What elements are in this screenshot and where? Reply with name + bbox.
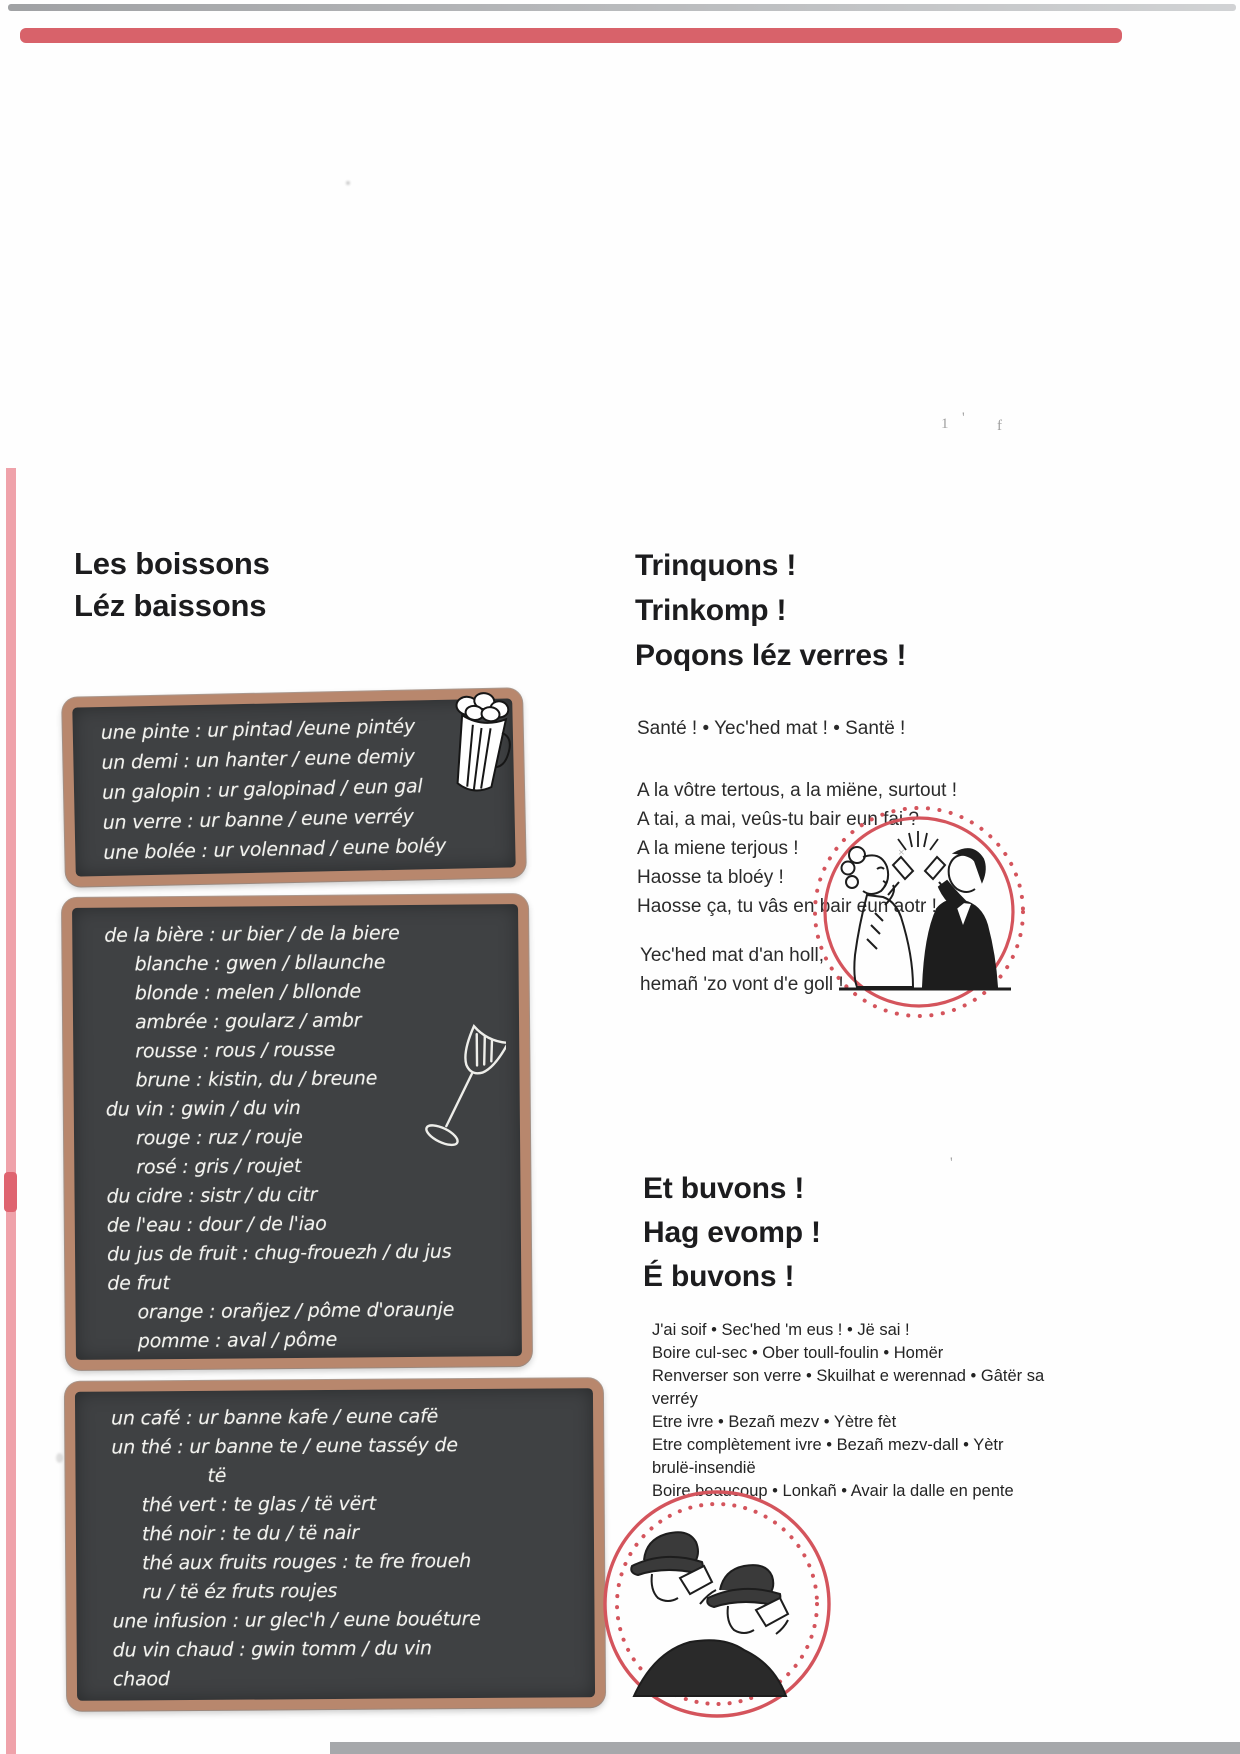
scan-speck (346, 181, 350, 185)
board-line: thé noir : te du / të nair (141, 1521, 359, 1546)
phrase-line: Boire beaucoup • Lonkañ • Avair la dalle en pente (652, 1482, 1014, 1500)
heading-line: Trinquons ! (635, 549, 797, 582)
phrase-line: Etre ivre • Bezañ mezv • Yètre fèt (652, 1413, 897, 1431)
phrase-line: verréy (652, 1390, 698, 1408)
page-mark: ' (962, 410, 965, 426)
board-line: du vin : gwin / du vin (105, 1096, 301, 1121)
board-line: du vin chaud : gwin tomm / du vin (112, 1637, 432, 1662)
board-line: ru / të éz fruts roujes (142, 1579, 338, 1604)
sante-line (637, 716, 905, 741)
page-title (74, 543, 270, 627)
page-mark: × (898, 845, 905, 859)
board-line: orange : orañjez / pôme d'oraunje (137, 1298, 455, 1324)
board-line: ambrée : goularz / ambr (134, 1009, 362, 1034)
page-mark: f (997, 418, 1002, 434)
title-line-fr: Les boissons (74, 546, 270, 581)
board-line: un verre : ur banne / eune verréy (102, 805, 414, 835)
board-line: chaod (112, 1668, 170, 1691)
board-line: une pinte : ur pintad /eune pintéy (100, 715, 416, 745)
heading-trinquons (635, 543, 906, 678)
board-line: du jus de fruit : chug-frouezh / du jus (106, 1240, 452, 1266)
board-line: du cidre : sistr / du citr (106, 1183, 318, 1208)
title-line-gallo: Léz baissons (74, 588, 267, 623)
phrase-line: Santé ! • Yec'hed mat ! • Santë ! (637, 718, 906, 739)
heading-et-buvons (643, 1167, 821, 1299)
phrase-line: J'ai soif • Sec'hed 'm eus ! • Jë sai ! (652, 1321, 910, 1339)
scan-edge-line (8, 4, 1236, 11)
beer-mug-icon (448, 690, 512, 802)
board-line: de frut (107, 1272, 170, 1295)
board-line: de la bière : ur bier / de la biere (104, 922, 400, 947)
heading-line: Poqons léz verres ! (635, 639, 907, 672)
phrase-line: A la miene terjous ! (637, 838, 799, 859)
left-pink-strip (6, 468, 16, 1754)
board-line: un galopin : ur galopinad / eun gal (101, 775, 423, 805)
phrase-line: hemañ 'zo vont d'e goll ! (640, 974, 844, 995)
board-line: un thé : ur banne te / eune tasséy de (111, 1434, 458, 1459)
phrase-line: Etre complètement ivre • Bezañ mezv-dall • Yètr (652, 1436, 1004, 1454)
page-mark: 1 (941, 416, 949, 432)
heading-line: Trinkomp ! (635, 594, 787, 627)
phrase-line: brulë-insendië (652, 1459, 756, 1477)
board-line: rouge : ruz / rouje (135, 1125, 303, 1150)
page-mark: ' (950, 1155, 953, 1171)
scan-speck (56, 1453, 63, 1463)
phrase-line: A la vôtre tertous, a la miëne, surtout ! (637, 780, 957, 801)
board-line: thé vert : te glas / të vërt (141, 1492, 377, 1517)
board-line: une infusion : ur glec'h / eune bouéture (112, 1607, 481, 1633)
phrase-line: Yec'hed mat d'an holl, (640, 945, 825, 966)
left-pink-accent (4, 1172, 17, 1212)
board-line: rousse : rous / rousse (135, 1038, 336, 1063)
board-line: thé aux fruits rouges : te fre froueh (142, 1550, 472, 1575)
board-line: pomme : aval / pôme (137, 1328, 338, 1353)
board-line: un demi : un hanter / eune demiy (101, 745, 415, 775)
heading-line: É buvons ! (643, 1260, 795, 1293)
top-red-bar (20, 28, 1122, 43)
board-line: blanche : gwen / bllaunche (134, 951, 386, 976)
heading-line: Et buvons ! (643, 1172, 805, 1205)
phrase-line: Boire cul-sec • Ober toull-foulin • Homër (652, 1344, 944, 1362)
chalkboard-hot-drinks (65, 1378, 605, 1711)
toasting-couple-illustration (805, 805, 1035, 1025)
phrase-line: A tai, a mai, veûs-tu bair eun fai ? (637, 809, 919, 830)
drinking-men-illustration (592, 1482, 842, 1727)
board-line: un café : ur banne kafe / eune cafë (111, 1405, 439, 1430)
board-line: de l'eau : dour / de l'iao (106, 1212, 327, 1237)
heading-line: Hag evomp ! (643, 1216, 821, 1249)
board-line: une bolée : ur volennad / eune boléy (103, 834, 447, 865)
board-line: rosé : gris / roujet (136, 1154, 302, 1179)
bottom-gray-bar (330, 1742, 1240, 1754)
wine-glass-icon (420, 1022, 506, 1162)
board-line: të (207, 1464, 227, 1487)
drink-phrases (652, 1319, 1044, 1503)
phrase-line: Haosse ta bloéy ! (637, 867, 784, 888)
phrase-line: Haosse ça, tu vâs en bair eun aotr ! (637, 896, 937, 917)
board-line: brune : kistin, du / breune (135, 1067, 378, 1092)
phrase-line: Renverser son verre • Skuilhat e werennad • Gâtër sa (652, 1367, 1045, 1385)
board-line: blonde : melen / bllonde (134, 980, 362, 1005)
